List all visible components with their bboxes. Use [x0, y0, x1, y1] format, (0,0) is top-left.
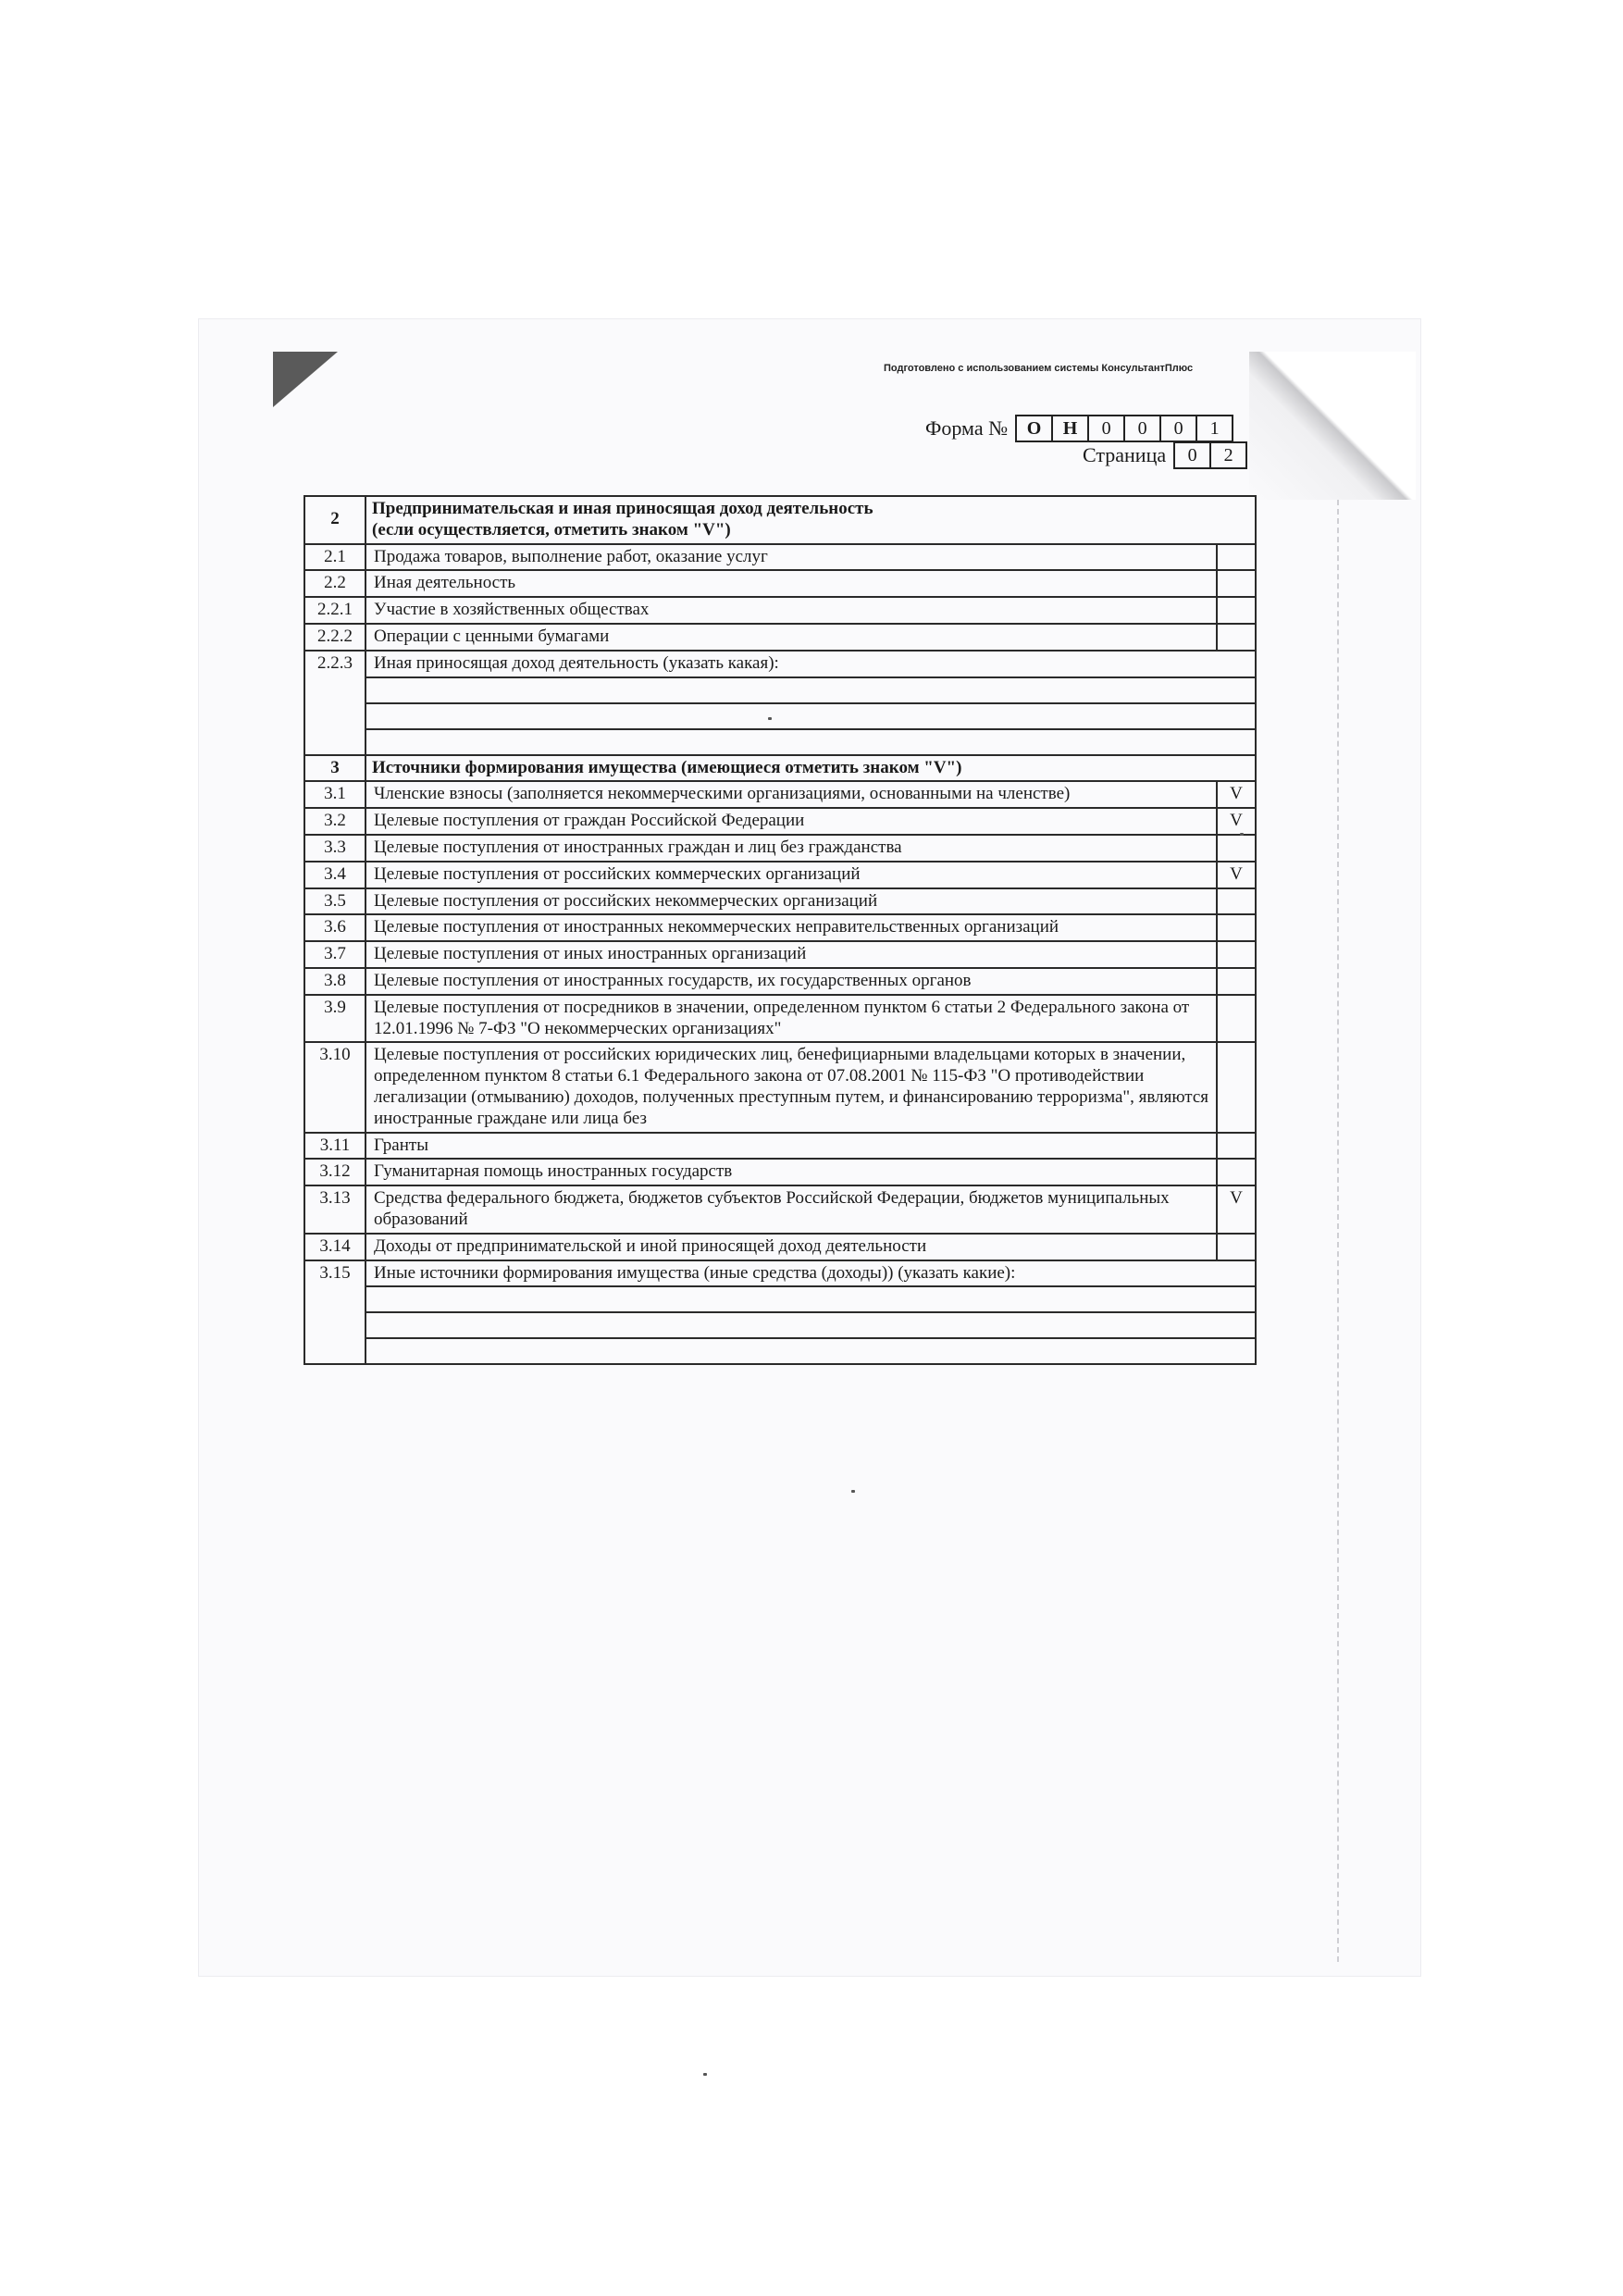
row-mark-cell[interactable] [1217, 597, 1256, 624]
scan-speck [1240, 833, 1244, 836]
blank-entry-field[interactable] [365, 677, 1256, 703]
blank-line [304, 703, 1256, 729]
row-number: 3.15 [304, 1260, 365, 1365]
table-row [304, 835, 1256, 862]
blank-line [304, 729, 1256, 755]
table-row [304, 624, 1256, 651]
blank-line [304, 677, 1256, 703]
row-number: 2.1 [304, 544, 365, 571]
table-row [304, 914, 1256, 941]
row-text: Иные источники формирования имущества (иные средства (доходы)) (указать какие): [365, 1260, 1256, 1287]
row-text: Целевые поступления от иностранных государств, их государственных органов [365, 968, 1217, 995]
row-mark-cell[interactable]: V [1217, 781, 1256, 808]
row-number: 3.6 [304, 914, 365, 941]
row-number: 3.8 [304, 968, 365, 995]
row-mark-cell[interactable] [1217, 544, 1256, 571]
row-text: Доходы от предпринимательской и иной приносящей доход деятельности [365, 1234, 1217, 1260]
row-text: Целевые поступления от иных иностранных организаций [365, 941, 1217, 968]
row-text: Целевые поступления от российских юридических лиц, бенефициарными владельцами которых в значении, определенном пунктом 8 статьи 6.1 Федерального закона от 07.08.2001 № 115-ФЗ "О противодействии легализации (отмыванию) доходов, полученных преступным путем, и финансированию терроризма", являются иностранные граждане или лица без [365, 1042, 1217, 1132]
table-row [304, 1042, 1256, 1132]
table-row [304, 888, 1256, 915]
section-number: 2 [304, 496, 365, 544]
row-number: 3.14 [304, 1234, 365, 1260]
section-title-line: (если осуществляется, отметить знаком "V") [372, 519, 731, 540]
row-number: 3.13 [304, 1185, 365, 1234]
row-mark-cell[interactable] [1217, 1159, 1256, 1185]
scan-edge-shadow [1337, 500, 1394, 1962]
scan-speck [851, 1490, 855, 1493]
row-number: 2.2 [304, 570, 365, 597]
table-row [304, 995, 1256, 1043]
row-mark-cell[interactable] [1217, 1234, 1256, 1260]
row-number: 2.2.1 [304, 597, 365, 624]
table-row [304, 808, 1256, 835]
table-row [304, 1159, 1256, 1185]
table-row [304, 544, 1256, 571]
row-text: Продажа товаров, выполнение работ, оказание услуг [365, 544, 1217, 571]
form-digit: Н [1051, 415, 1087, 442]
form-number-label: Форма № [925, 416, 1009, 440]
row-number: 3.9 [304, 995, 365, 1043]
blank-entry-field[interactable] [365, 729, 1256, 755]
blank-line [304, 1286, 1256, 1312]
section-title: Источники формирования имущества (имеющиеся отметить знаком "V") [365, 755, 1256, 782]
row-text: Иная деятельность [365, 570, 1217, 597]
blank-line [304, 1312, 1256, 1338]
row-mark-cell[interactable]: V [1217, 862, 1256, 888]
table-row [304, 1133, 1256, 1160]
section-title [365, 496, 1256, 544]
blank-entry-field[interactable] [365, 1312, 1256, 1338]
page-number-label: Страница [1083, 443, 1167, 466]
row-text: Целевые поступления от российских коммерческих организаций [365, 862, 1217, 888]
row-mark-cell[interactable] [1217, 968, 1256, 995]
folded-corner [1249, 352, 1416, 500]
row-text: Членские взносы (заполняется некоммерческими организациями, основанными на членстве) [365, 781, 1217, 808]
row-mark-cell[interactable] [1217, 1042, 1256, 1132]
blank-line [304, 1338, 1256, 1364]
section-title-line: Предпринимательская и иная приносящая доход деятельность [372, 499, 873, 518]
row-number: 3.1 [304, 781, 365, 808]
row-text: Иная приносящая доход деятельность (указать какая): [365, 651, 1256, 677]
consultant-plus-note: Подготовлено с использованием системы КонсультантПлюс [884, 363, 1194, 374]
row-text: Гуманитарная помощь иностранных государств [365, 1159, 1217, 1185]
row-number: 2.2.3 [304, 651, 365, 755]
table-row [304, 781, 1256, 808]
row-text: Целевые поступления от российских некоммерческих организаций [365, 888, 1217, 915]
row-text: Целевые поступления от посредников в значении, определенном пунктом 6 статьи 2 Федерального закона от 12.01.1996 № 7-ФЗ "О некоммерческих организациях" [365, 995, 1217, 1043]
blank-entry-field[interactable] [365, 1286, 1256, 1312]
table-row [304, 862, 1256, 888]
row-text: Гранты [365, 1133, 1217, 1160]
row-mark-cell[interactable]: V [1217, 1185, 1256, 1234]
section-3-header [304, 755, 1256, 782]
section-number: 3 [304, 755, 365, 782]
row-text: Операции с ценными бумагами [365, 624, 1217, 651]
row-text: Целевые поступления от иностранных граждан и лиц без гражданства [365, 835, 1217, 862]
table-row [304, 968, 1256, 995]
row-text: Средства федерального бюджета, бюджетов субъектов Российской Федерации, бюджетов муниципальных образований [365, 1185, 1217, 1234]
blank-entry-field[interactable] [365, 1338, 1256, 1364]
row-number: 3.5 [304, 888, 365, 915]
page-digit: 0 [1173, 441, 1209, 469]
row-number: 3.12 [304, 1159, 365, 1185]
row-text: Целевые поступления от иностранных некоммерческих неправительственных организаций [365, 914, 1217, 941]
section-2-header [304, 496, 1256, 544]
blank-entry-field[interactable] [365, 703, 1256, 729]
row-mark-cell[interactable] [1217, 914, 1256, 941]
form-digit: О [1015, 415, 1051, 442]
row-mark-cell[interactable] [1217, 570, 1256, 597]
row-text: Целевые поступления от граждан Российской Федерации [365, 808, 1217, 835]
page-number [1083, 442, 1247, 468]
row-number: 3.3 [304, 835, 365, 862]
form-table [304, 495, 1257, 1365]
row-number: 3.7 [304, 941, 365, 968]
table-row [304, 651, 1256, 677]
row-number: 3.4 [304, 862, 365, 888]
table-row [304, 1234, 1256, 1260]
scan-speck [768, 717, 772, 720]
row-number: 3.10 [304, 1042, 365, 1132]
form-digit: 1 [1196, 415, 1233, 442]
table-row [304, 941, 1256, 968]
row-number: 3.11 [304, 1133, 365, 1160]
form-digit: 0 [1159, 415, 1196, 442]
row-mark-cell[interactable] [1217, 941, 1256, 968]
row-mark-cell[interactable] [1217, 835, 1256, 862]
table-row [304, 597, 1256, 624]
form-number [925, 416, 1233, 441]
page-digit: 2 [1209, 441, 1247, 469]
table-row [304, 1185, 1256, 1234]
row-mark-cell[interactable] [1217, 624, 1256, 651]
row-mark-cell[interactable] [1217, 888, 1256, 915]
table-row [304, 570, 1256, 597]
form-digit: 0 [1087, 415, 1123, 442]
row-number: 2.2.2 [304, 624, 365, 651]
row-mark-cell[interactable] [1217, 1133, 1256, 1160]
form-digit: 0 [1123, 415, 1159, 442]
table-row [304, 1260, 1256, 1287]
row-mark-cell[interactable]: V [1217, 808, 1256, 835]
row-number: 3.2 [304, 808, 365, 835]
row-mark-cell[interactable] [1217, 995, 1256, 1043]
scan-corner-shadow [273, 352, 338, 407]
scan-speck [703, 2073, 707, 2076]
row-text: Участие в хозяйственных обществах [365, 597, 1217, 624]
